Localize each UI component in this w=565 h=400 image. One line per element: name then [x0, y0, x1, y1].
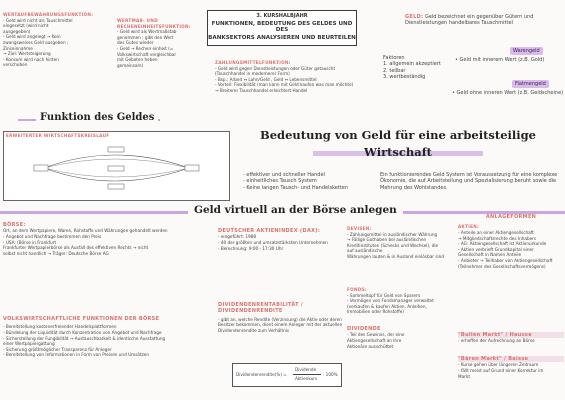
- volks-section: VOLKSWIRTSCHAFTLICHE FUNKTIONEN DER BÖRSE - Bereitstellung kostenerfreiender Handelsplattformen - Bündelung der Liquidität durch Konzentration von Angebot und Nachfrage - Sicherstellung der Fungibilität → Austauschbarkeit & identische Ausstattung einer Wertpapiergattung - Sicherung größtmöglicher Transparenz für Anleger - Bereitstellung von Informationen in Form von Preisen und Umsätzen: [3, 316, 215, 358]
- bedeutung-right: Ein funktionierendes Geld System ist Voraussetzung für eine komplexe Ökonomie, die auf Arbeitsteilung und Spezialisierung beruht sowie die Mehrung des Wohlstandes.: [380, 172, 558, 191]
- wertaufbewahrung-section: [3, 12, 94, 68]
- wertmass-title: WERTMAß- UND RECHENEINHEITSFUNKTION:: [117, 18, 191, 29]
- faktoren-title: Faktoren: [383, 55, 405, 61]
- header-box: [207, 10, 357, 46]
- page-title-line2: BANKSEKTORS ANALYSIEREN UND BEURTEILEN: [208, 35, 356, 41]
- fiatgeld-text: • Geld ohne inneren Wert (z.B. Geldscheine): [452, 90, 564, 96]
- boerse-heading: BÖRSE:: [3, 222, 26, 228]
- dax-heading: DEUTSCHER AKTIENINDEX (DAX):: [218, 228, 321, 234]
- zahlungsmittel-title: ZAHLUNGSMITTELFUNKTION:: [215, 60, 291, 65]
- warengeld-badge: Warengeld: [510, 47, 543, 55]
- fonds-section: FONDS: - Sammeltopf für Geld von Sparern - Vermögen von Fondsmanager verwaltet (verkaufen & kaufen Aktien, Anleihen, Immobilien oder Rohstoffe): [347, 287, 434, 315]
- page-title-line1: FUNKTIONEN, BEDEUTUNG DES GELDES UND DES: [211, 21, 353, 33]
- kreislauf-svg: [4, 132, 229, 200]
- fiatgeld-badge: Fiatmengeld: [512, 80, 549, 88]
- volks-heading: VOLKSWIRTSCHAFTLICHE FUNKTIONEN DER BÖRSE: [3, 316, 160, 322]
- devisen-section: DEVISEN: - Zahlungsmittel in ausländischer Währung → Fällige Guthaben bei ausländischen Kreditinstituten (Schecks und Wechsel), die auf ausländische Währungen lauten & in Ausland einlösbar sind: [347, 226, 444, 259]
- dax-section: DEUTSCHER AKTIENINDEX (DAX): - eingeführt: 1988 - 40 der größten und umsatzstärksten Unternehmen - Berechnung: 9:00 - 17:30 Uhr: [218, 228, 328, 251]
- wertmass-section: [117, 18, 197, 68]
- bear-section: "Bären Markt" / Baisse - Kurse gehen über längeren Zeitraum - fällt meist auf Grund einer Korrektur im Markt: [458, 356, 564, 379]
- kreislauf-title: ERWEITERTER WIRTSCHAFTSKREISLAUF: [6, 133, 110, 138]
- dividende-section: DIVIDENDE - Teil des Gewinns, der eine Aktiengesellschaft an ihre Aktionäre ausschüttet: [347, 326, 405, 349]
- funktion-title: Funktion des Geldes: [36, 112, 158, 123]
- boerse-title: Geld virtuell an der Börse anlegen: [188, 204, 403, 216]
- bedeutung-title: Bedeutung von Geld für eine arbeitsteilige Wirtschaft: [260, 128, 536, 159]
- wertaufbewahrung-title: WERTAUFBEWAHRUNGSFUNKTION:: [3, 12, 94, 17]
- zahlungsmittel-section: [215, 60, 365, 94]
- bedeutung-left: - effektiver und schneller Handel - einheitliches Tausch System - Keine langen Tausch- und Handelsketten: [243, 172, 349, 191]
- kreislauf-diagram: [3, 131, 230, 201]
- bull-section: "Bullen Markt" / Hausse - erhoffen der Aufrechnung an Börse: [458, 332, 564, 344]
- wertaufbewahrung-text: - Geld wird nicht als Tauschmittel eingesetzt (wird nicht ausgegeben) - Geld wird angelegt → Kein zwangsweises Geld ausgeben ; Zinseinnahme → Ziel: Wertsteigerung - Konsum wird nach hinten verschoben: [3, 17, 73, 68]
- warengeld-text: • Geld mit innerem Wert (z.B. Gold): [455, 57, 545, 63]
- dividendenrendite-section: DIVIDENDENRENTABILITÄT / DIVIDENDENRENDITE - gibt an, welche Rendite (Verzinsung) die Aktie oder deren Besitzer bekommen, dient einem Anleger mit der aktuellen Dividendenrendite zum Verhältnis: [218, 302, 343, 333]
- funktion-title-box: [18, 110, 160, 130]
- anlageformen-title: ANLAGEFORMEN: [485, 214, 537, 220]
- wertmass-text: - Geld wird als Wertmaßstab genommen ; gibt den Wert des Gutes wieder - Geld → Rechen einheit (= Volkswirtschaft vergleichbar mit Geboten heben gemeinsam): [117, 29, 177, 68]
- faktoren-section: Faktoren 1. allgemein akzeptiert 2. teilbar 3. wertbeständig: [383, 55, 441, 81]
- formula-box: Dividendenrendite(%) = Dividende Aktienkurs · 100%: [232, 363, 342, 387]
- zahlungsmittel-text: - Geld wird gegen Dienstleistungen oder Güter getauscht (Tauschhandel in modernerer Form) - Bsp.: Arbeit ↔ Lohn/Geld , Geld ↔ Lebensmittel - Vorteil: Flexibilität (man kann mit Geld kaufen was man möchte) → Breiterer Tauschhandel erleichtert Handel: [215, 65, 354, 93]
- anlageformen-section: ANLAGEFORMEN AKTIEN: - Anteile an einer Aktiengesellschaft → Mitgliedschaftsrechte des Inhabers - AG: Aktiengesellschaft ist Aktienurkunde - Aktien verbrieft Grundkapital einer Gesellschaft in Namen Anteile - Anbieter → Teilhaber von Aktiengesellschaft (Teilnehmer des Gesellschaftsvermögens): [458, 214, 564, 269]
- boerse-section: BÖRSE: Ort, an dem Wertpapiere, Waren, Rohstoffe und Währungen gehandelt werden - Angebot und Nachfrage bestimmen den Preis - USA: (Börse in Frankfurt Frankfurter Wertpapierbörse als Ausfall des effektiven Rechts → nicht selbst nicht handlich → Träger: Deutsche Börse AG: [3, 222, 215, 256]
- geld-definition: GELD: Geld bezeichnet ein gegenüber Gütern und Dienstleistungen handelbares Tauschmittel: [405, 14, 534, 27]
- subject-label: 3. KURSHALBJAHR: [256, 13, 308, 19]
